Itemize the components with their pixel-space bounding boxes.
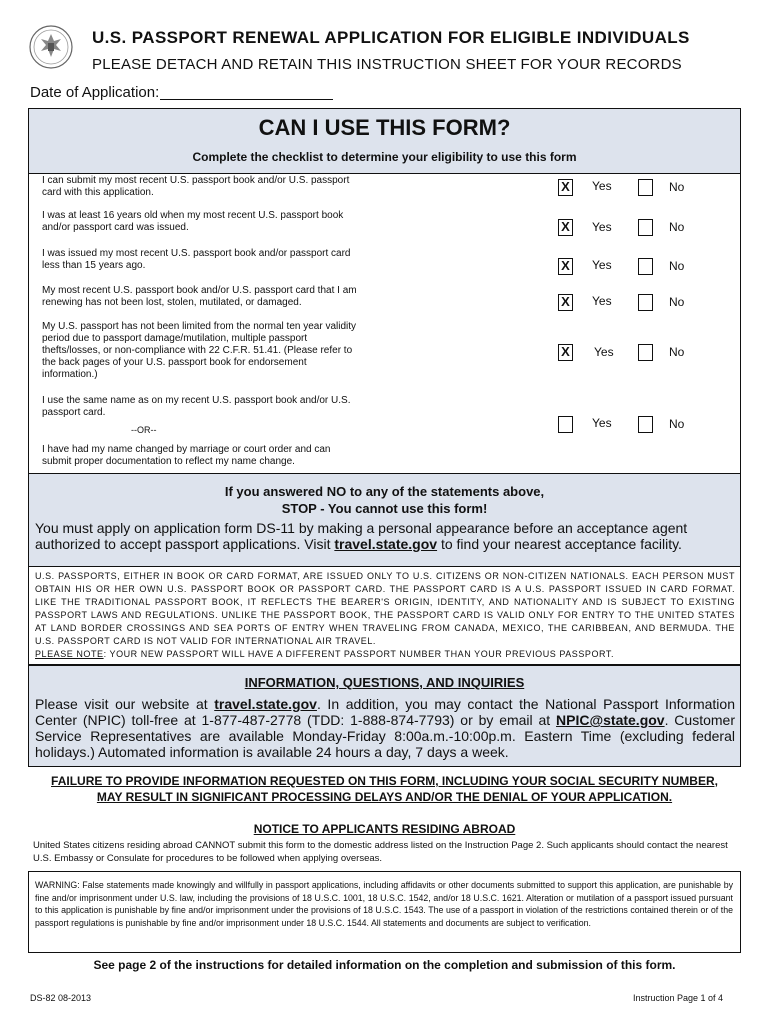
checklist-heading: CAN I USE THIS FORM? bbox=[258, 115, 511, 140]
row-2-no-label: No bbox=[669, 220, 685, 234]
row-1-no-checkbox[interactable] bbox=[638, 179, 653, 196]
checklist-row-6: I use the same name as on my recent U.S. passport book and/or U.S. passport card. bbox=[42, 395, 351, 418]
checklist-row-name-change: I have had my name changed by marriage or court order and can submit proper documentation to reflect my name change. bbox=[42, 444, 331, 467]
or-divider: --OR-- bbox=[131, 425, 157, 435]
checklist-row-4: My most recent U.S. passport book and/or U.S. passport card that I am renewing has not been lost, stolen, mutilated, or damaged. bbox=[42, 285, 357, 308]
failure-line-1: FAILURE TO PROVIDE INFORMATION REQUESTED ON THIS FORM, INCLUDING YOUR SOCIAL SECURITY NUMBER, bbox=[51, 774, 718, 788]
eligibility-checklist bbox=[28, 108, 741, 665]
row-5-yes-label: Yes bbox=[594, 345, 614, 359]
website-link[interactable]: travel.state.gov bbox=[214, 696, 317, 712]
citizenship-body: U.S. PASSPORTS, EITHER IN BOOK OR CARD FORMAT, ARE ISSUED ONLY TO U.S. CITIZENS OR NON-CITIZEN NATIONALS. EACH PERSON MUST OBTAIN HIS OR HER OWN U.S. PASSPORT BOOK OR PASSPORT CARD. THE PASSPORT CARD IS A U.S. PASSPORT ISSUED IN CARD FORMAT. LIKE THE TRADITIONAL PASSPORT BOOK, IT REFLECTS THE BEARER'S ORIGIN, IDENTITY, AND NATIONALITY AND IS SUBJECT TO EXISTING PASSPORT LAWS AND REGULATIONS. UNLIKE THE PASSPORT BOOK, THE PASSPORT CARD IS VALID ONLY FOR ENTRY TO THE UNITED STATES AT LAND BORDER CROSSINGS AND SEA PORTS OF ENTRY WHEN TRAVELING FROM CANADA, MEXICO, THE CARIBBEAN, AND BERMUDA. THE U.S. PASSPORT CARD IS NOT VALID FOR INTERNATIONAL AIR TRAVEL. bbox=[35, 571, 735, 646]
row-1-no-label: No bbox=[669, 180, 685, 194]
stop-body-text-end: to find your nearest acceptance facility. bbox=[437, 536, 682, 552]
row-2-no-checkbox[interactable] bbox=[638, 219, 653, 236]
checklist-row-1: I can submit my most recent U.S. passport book and/or U.S. passport card with this application. bbox=[42, 175, 350, 198]
row-3-no-label: No bbox=[669, 259, 685, 273]
warning-box bbox=[28, 871, 741, 953]
info-body bbox=[35, 696, 735, 760]
abroad-heading: NOTICE TO APPLICANTS RESIDING ABROAD bbox=[253, 822, 516, 836]
date-of-application-field[interactable] bbox=[160, 99, 333, 100]
checklist-subheading: Complete the checklist to determine your eligibility to use this form bbox=[192, 150, 577, 164]
see-page-2-note: See page 2 of the instructions for detailed information on the completion and submission of this form. bbox=[93, 958, 676, 972]
abroad-text: United States citizens residing abroad CANNOT submit this form to the domestic address listed on the Instruction Page 2. Such applicants should contact the nearest U.S. Embassy or Consulate for procedures to be followed when applying overseas. bbox=[33, 840, 728, 864]
checklist-header bbox=[29, 109, 740, 174]
row-4-no-label: No bbox=[669, 295, 685, 309]
warning-text: WARNING: False statements made knowingly and willfully in passport applications, including affidavits or other documents submitted to support this application, are punishable by fine and/or imprisonment under U.S. law, including the provisions of 18 U.S.C. 1001, 18 U.S.C. 1542, and/or 18 U.S.C. 1621. Alteration or mutilation of a passport issued pursuant to this application is punishable by fine and/or imprisonment under the provisions of 18 U.S.C. 1543. The use of a passport in violation of the restrictions contained therein or of the passport regulations is punishable by fine and/or imprisonment under 18 U.S.C. 1544. All statements and documents are subject to verification. bbox=[35, 880, 733, 928]
page-title: U.S. PASSPORT RENEWAL APPLICATION FOR ELIGIBLE INDIVIDUALS bbox=[92, 28, 690, 47]
row-4-yes-label: Yes bbox=[592, 294, 612, 308]
date-label: Date of Application: bbox=[30, 84, 160, 101]
page-subtitle: PLEASE DETACH AND RETAIN THIS INSTRUCTION SHEET FOR YOUR RECORDS bbox=[92, 56, 682, 73]
failure-line-2: MAY RESULT IN SIGNIFICANT PROCESSING DELAYS AND/OR THE DENIAL OF YOUR APPLICATION. bbox=[96, 790, 673, 804]
stop-body bbox=[35, 520, 735, 552]
row-6-yes-checkbox[interactable] bbox=[558, 416, 573, 433]
form-id: DS-82 08-2013 bbox=[30, 993, 92, 1003]
row-6-no-checkbox[interactable] bbox=[638, 416, 653, 433]
info-text-3: . Customer Service Representatives are available Monday-Friday 8:00a.m.-10:00p.m. Eastern Time (excluding federal holidays.) Automated information is available 24 hours a day, 7 days a week. bbox=[35, 712, 735, 760]
stop-line-2: STOP - You cannot use this form! bbox=[281, 501, 488, 516]
row-5-no-checkbox[interactable] bbox=[638, 344, 653, 361]
failure-notice bbox=[28, 773, 741, 805]
row-1-yes-label: Yes bbox=[592, 179, 612, 193]
row-5-no-label: No bbox=[669, 345, 685, 359]
row-6-yes-label: Yes bbox=[592, 416, 612, 430]
please-note-label: PLEASE NOTE bbox=[35, 649, 104, 659]
stop-line-1: If you answered NO to any of the statements above, bbox=[224, 484, 545, 499]
page-number: Instruction Page 1 of 4 bbox=[633, 993, 724, 1003]
row-3-no-checkbox[interactable] bbox=[638, 258, 653, 275]
stop-notice bbox=[29, 473, 740, 567]
great-seal-icon bbox=[28, 24, 74, 70]
row-2-yes-checkbox[interactable]: X bbox=[558, 219, 573, 236]
please-note-text: : YOUR NEW PASSPORT WILL HAVE A DIFFERENT PASSPORT NUMBER THAN YOUR PREVIOUS PASSPORT. bbox=[103, 649, 614, 659]
checklist-row-3: I was issued my most recent U.S. passport book and/or passport card less than 15 years ago. bbox=[42, 248, 351, 271]
npic-email-link[interactable]: NPIC@state.gov bbox=[556, 712, 665, 728]
row-2-yes-label: Yes bbox=[592, 220, 612, 234]
row-3-yes-label: Yes bbox=[592, 258, 612, 272]
travel-state-gov-link[interactable]: travel.state.gov bbox=[334, 536, 438, 552]
row-4-no-checkbox[interactable] bbox=[638, 294, 653, 311]
info-heading: INFORMATION, QUESTIONS, AND INQUIRIES bbox=[244, 675, 525, 690]
checklist-row-5: My U.S. passport has not been limited from the normal ten year validity period due to passport damage/mutilation, multiple passport thefts/losses, or non-compliance with 22 C.F.R. 51.41. (Please refer to the back pages of your U.S. passport book for endorsement information.) bbox=[42, 321, 357, 380]
row-4-yes-checkbox[interactable]: X bbox=[558, 294, 573, 311]
citizenship-text bbox=[35, 570, 735, 661]
row-1-yes-checkbox[interactable]: X bbox=[558, 179, 573, 196]
row-3-yes-checkbox[interactable]: X bbox=[558, 258, 573, 275]
row-6-no-label: No bbox=[669, 417, 685, 431]
row-5-yes-checkbox[interactable]: X bbox=[558, 344, 573, 361]
citizenship-notice bbox=[29, 565, 740, 666]
information-box bbox=[28, 665, 741, 767]
info-text-1: Please visit our website at bbox=[35, 696, 215, 712]
stop-body-text: You must apply on application form DS-11 by making a personal appearance before an acceptance agent authorized to accept passport applications. Visit bbox=[35, 520, 688, 552]
checklist-row-2: I was at least 16 years old when my most recent U.S. passport book and/or passport card was issued. bbox=[42, 210, 344, 233]
info-text-2: . In addition, you may contact the National Passport Information Center (NPIC) toll-free at 1-877-487-2778 (TDD: 1-888-874-7793) or by email at bbox=[35, 696, 735, 728]
